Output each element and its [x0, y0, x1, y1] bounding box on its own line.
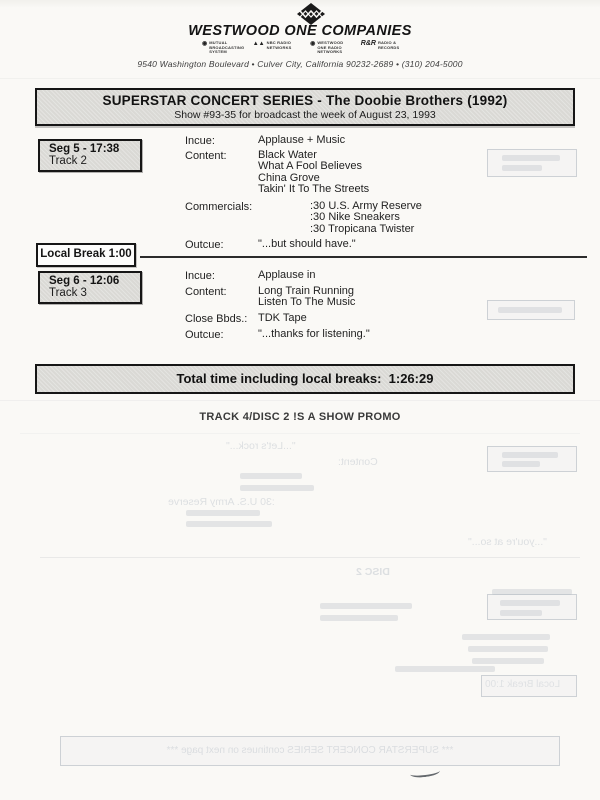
- bleed-text: "...Let's rock...": [226, 440, 296, 452]
- nbc-radio-logo-icon: ▲▲: [252, 41, 265, 47]
- commercial-item: :30 Nike Sneakers: [310, 211, 400, 224]
- seg5-badge: [38, 139, 142, 172]
- seg5-incue-value: Applause + Music: [258, 134, 346, 146]
- show-title-bar: [35, 88, 575, 126]
- crease-line: [0, 78, 600, 79]
- bleed-box: [481, 675, 577, 697]
- affiliate-westwood-radio: ◉ WESTWOOD ONE RADIO NETWORKS: [310, 40, 344, 55]
- rr-logo-icon: R&R: [360, 40, 376, 47]
- bleed-seg-box: [487, 149, 577, 177]
- company-name: WESTWOOD ONE COMPANIES: [188, 23, 412, 39]
- bleed-text: :30 U.S. Army Reserve: [168, 496, 275, 508]
- seg5-commercials-label: Commercials:: [185, 201, 253, 213]
- seg6-content-label: Content:: [185, 286, 227, 298]
- song-title: China Grove: [258, 171, 320, 184]
- affiliate-logos: [202, 41, 412, 55]
- song-title: Black Water: [258, 149, 317, 161]
- seg6-closebbds-label: Close Bbds.:: [185, 313, 248, 325]
- seg5-content-values: [258, 150, 369, 195]
- bleed-text: DISC 2: [356, 566, 390, 578]
- westwood-one-logo-icon: [296, 3, 326, 25]
- seg5-content-label: Content:: [185, 150, 227, 162]
- affiliate-rr: R&R RADIO & RECORDS: [360, 40, 400, 50]
- crease-line: [20, 433, 580, 434]
- bleed-box: [487, 300, 575, 320]
- seg5-track: Track 2: [49, 155, 87, 167]
- bleed-seg-box: [487, 594, 577, 620]
- segment-separator-line: [140, 256, 587, 258]
- bleed-text: "...you're at so...": [468, 536, 547, 548]
- seg5-commercials-values: [310, 201, 422, 235]
- mutual-logo-icon: ◉: [202, 41, 208, 47]
- bleed-text: *** SUPERSTAR CONCERT SERIES continues on next page ***: [166, 745, 454, 756]
- crease-line: [0, 400, 600, 401]
- westwood-radio-logo-icon: ◉: [310, 41, 316, 47]
- seg6-track: Track 3: [49, 287, 87, 299]
- seg6-outcue-value: "...thanks for listening.": [258, 328, 370, 340]
- bleed-seg-box: [487, 446, 577, 472]
- song-title: Takin' It To The Streets: [258, 182, 370, 195]
- commercial-item: :30 Tropicana Twister: [310, 222, 415, 235]
- song-title: Listen To The Music: [258, 296, 356, 309]
- seg5-time: Seg 5 - 17:38: [49, 143, 120, 155]
- affiliate-mutual: ◉ MUTUAL BROADCASTING SYSTEM: [202, 40, 245, 55]
- commercial-item: :30 U.S. Army Reserve: [310, 200, 422, 212]
- seg6-incue-label: Incue:: [185, 270, 215, 282]
- local-break-badge: Local Break 1:00: [36, 243, 136, 267]
- seg5-outcue-label: Outcue:: [185, 239, 224, 251]
- bleed-text: Content:: [338, 456, 378, 468]
- seg6-content-values: [258, 286, 355, 309]
- seg5-incue-label: Incue:: [185, 135, 215, 147]
- bleed-text: Local Break 1:00: [485, 679, 561, 690]
- seg5-outcue-value: "...but should have.": [258, 238, 356, 250]
- seg6-closebbds-value: TDK Tape: [258, 312, 307, 324]
- seg6-outcue-label: Outcue:: [185, 329, 224, 341]
- seg6-badge: [38, 271, 142, 304]
- song-title: Long Train Running: [258, 285, 355, 297]
- show-subtitle: Show #93-35 for broadcast the week of August 23, 1993: [174, 109, 436, 121]
- pen-mark: [410, 766, 441, 779]
- seg6-time: Seg 6 - 12:06: [49, 275, 120, 287]
- affiliate-nbc: ▲▲ NBC RADIO NETWORKS: [252, 40, 292, 50]
- company-address: 9540 Washington Boulevard • Culver City, California 90232-2689 • (310) 204-5000: [137, 59, 463, 69]
- promo-note: TRACK 4/DISC 2 !S A SHOW PROMO: [199, 411, 401, 423]
- total-time-bar: Total time including local breaks: 1:26:29: [35, 364, 575, 394]
- song-title: What A Fool Believes: [258, 160, 362, 173]
- show-title: SUPERSTAR CONCERT SERIES - The Doobie Brothers (1992): [102, 93, 508, 108]
- seg6-incue-value: Applause in: [258, 269, 316, 281]
